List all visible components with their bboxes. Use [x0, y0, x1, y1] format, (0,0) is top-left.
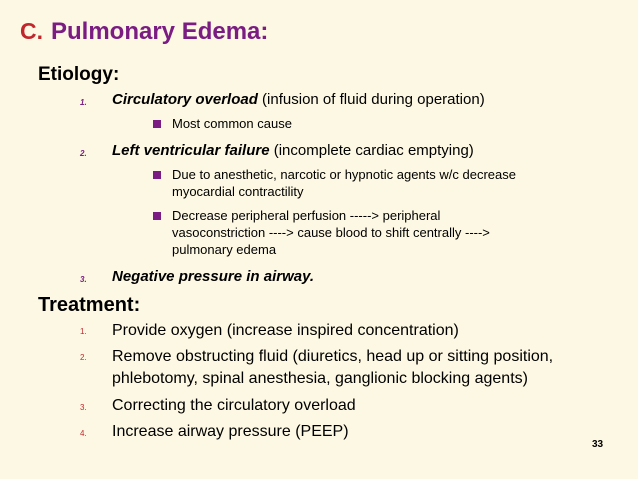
etiology-item-1-bullet-1: Most common cause	[172, 116, 292, 131]
etiology-item-1	[112, 91, 485, 108]
treatment-item-2	[112, 346, 553, 390]
section-letter: C.	[20, 18, 43, 44]
bullet-line: vasoconstriction ----> cause blood to shift centrally ---->	[172, 225, 490, 240]
square-bullet-icon	[153, 120, 161, 128]
treatment-number-2: 2.	[80, 353, 87, 362]
etiology-number-3: 3.	[80, 275, 87, 284]
bullet-line: Decrease peripheral perfusion -----> peripheral	[172, 208, 441, 223]
treatment-line: Increase airway pressure (PEEP)	[112, 423, 349, 440]
treatment-number-1: 1.	[80, 327, 87, 336]
title-text: Pulmonary Edema:	[51, 18, 269, 45]
etiology-item-2-desc: (incomplete cardiac emptying)	[269, 142, 474, 159]
square-bullet-icon	[153, 212, 161, 220]
treatment-number-3: 3.	[80, 403, 87, 412]
treatment-heading: Treatment:	[38, 294, 141, 316]
treatment-line: Correcting the circulatory overload	[112, 397, 356, 414]
treatment-item-3	[112, 395, 356, 417]
treatment-number-4: 4.	[80, 429, 87, 438]
treatment-line: phlebotomy, spinal anesthesia, ganglionic blocking agents)	[112, 370, 528, 387]
etiology-item-1-term: Circulatory overload	[112, 91, 258, 108]
etiology-number-2: 2.	[80, 149, 87, 158]
square-bullet-icon	[153, 171, 161, 179]
etiology-item-1-desc: (infusion of fluid during operation)	[257, 91, 485, 108]
etiology-item-2-bullet-1	[172, 166, 516, 200]
etiology-item-2-term: Left ventricular failure	[112, 142, 270, 159]
bullet-line: myocardial contractility	[172, 184, 304, 199]
etiology-item-2-bullet-2	[172, 207, 490, 258]
etiology-number-1: 1.	[80, 98, 87, 107]
page-number: 33	[592, 439, 604, 450]
bullet-line: pulmonary edema	[172, 242, 277, 257]
etiology-item-3	[112, 268, 314, 285]
etiology-item-3-term: Negative pressure in airway.	[112, 268, 315, 285]
treatment-line: Provide oxygen (increase inspired concentration)	[112, 322, 459, 339]
etiology-item-2	[112, 142, 474, 159]
etiology-heading: Etiology:	[38, 64, 120, 85]
treatment-line: Remove obstructing fluid (diuretics, head up or sitting position,	[112, 348, 554, 365]
treatment-item-1	[112, 320, 459, 342]
treatment-item-4	[112, 421, 349, 443]
bullet-line: Due to anesthetic, narcotic or hypnotic agents w/c decrease	[172, 167, 516, 182]
slide-title	[20, 18, 268, 46]
